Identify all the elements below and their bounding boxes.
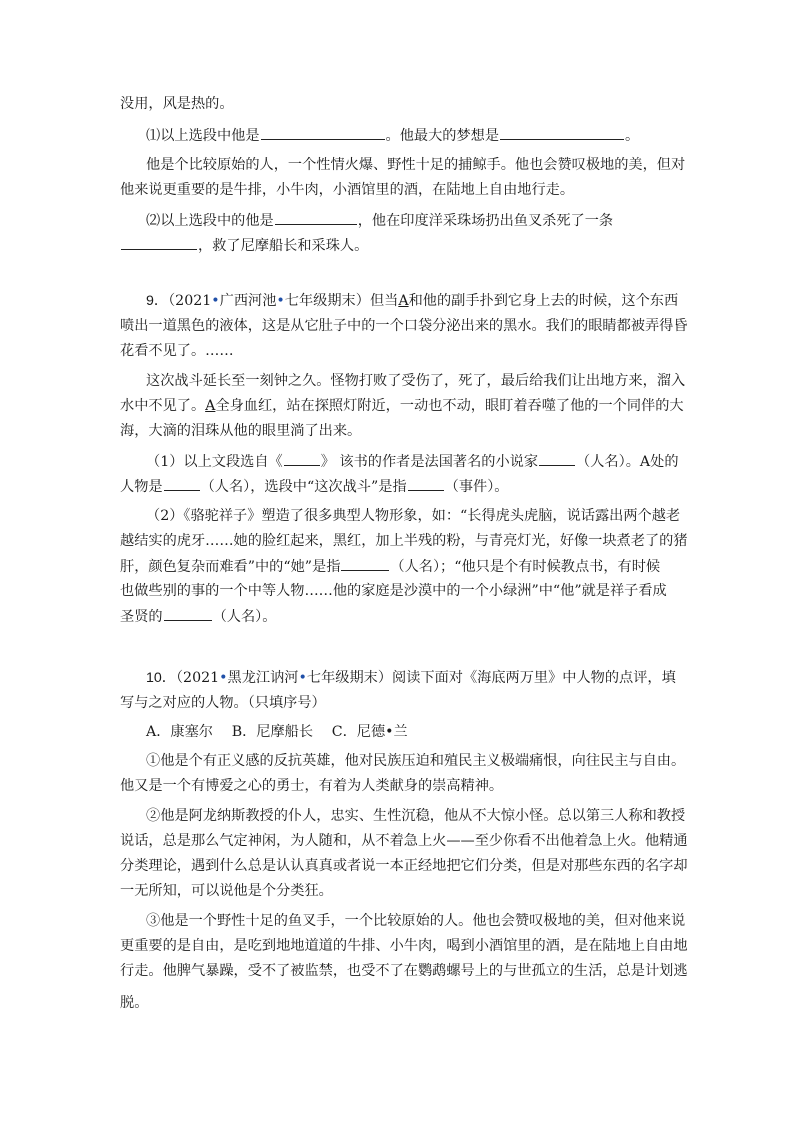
- q8-sub2-text-b: ，他在印度洋采珠场扔出鱼叉杀死了一条: [357, 213, 614, 229]
- q8-sub1-text-c: 。: [625, 128, 640, 144]
- answer-blank[interactable]: [121, 235, 197, 250]
- q9-stem-line-3: 花看不见了。……: [120, 343, 234, 359]
- q10-comment-3-line-4: 脱。: [120, 995, 149, 1011]
- q9-subquestion-2-line-3: [120, 556, 660, 577]
- q8-subquestion-2-cont: [120, 235, 368, 256]
- q9-source-region: 广西河池: [219, 293, 277, 309]
- q8-sub1-text-a: ⑴以上选段中他是: [146, 128, 260, 144]
- q9-source-year: （2021: [168, 293, 212, 309]
- q8-subquestion-1: [146, 125, 639, 146]
- q9-s1-text: （人名）。A处的: [576, 454, 679, 470]
- answer-blank[interactable]: [341, 556, 389, 571]
- q8-sub1-text-b: 。他最大的梦想是: [385, 128, 500, 144]
- q10-comment-1-line-2: 他又是一个有博爱之心的勇士，有着为人类献身的崇高精神。: [120, 778, 504, 794]
- q9-text: 和他的副手扑到它身上去的时候，这个东西: [408, 293, 679, 309]
- q10-comment-2-line-1: ②他是阿龙纳斯教授的仆人，忠实、生性沉稳，他从不大惊小怪。总以第三人称和教授: [146, 808, 686, 824]
- q9-subquestion-1: [146, 451, 679, 472]
- q9-s1-text: （人名），选段中“这次战斗”是指: [200, 479, 407, 495]
- q10-source-year: （2021: [175, 670, 220, 686]
- q9-stem-line-1: [146, 291, 678, 311]
- q9-source-separator: •: [211, 293, 220, 309]
- q10-options: A．康塞尔 B．尼摩船长 C．尼德•兰: [146, 724, 408, 740]
- q10-stem-line-1: [146, 668, 676, 688]
- q9-subquestion-2-line-5: [120, 606, 276, 627]
- q10-comment-3-line-1: ③他是一个野性十足的鱼叉手，一个比较原始的人。他也会赞叹极地的美，但对他来说: [146, 913, 686, 929]
- answer-blank[interactable]: [261, 125, 385, 140]
- q10-number: 10．: [146, 670, 176, 686]
- q9-s2-text: 肝，颜色复杂而难看”中的“她”是指: [120, 559, 341, 575]
- answer-blank[interactable]: [500, 125, 624, 140]
- q10-comment-3-line-2: 更重要的是自由，是吃到地地道道的牛排、小牛肉，喝到小酒馆里的酒，是在陆地上自由地: [120, 938, 688, 954]
- q9-subquestion-2-line-1: （2）《骆驼祥子》塑造了很多典型人物形象，如：“长得虎头虎脑，说话露出两个越老: [146, 508, 681, 524]
- q8-continuation: 没用，风是热的。: [120, 96, 234, 112]
- answer-blank[interactable]: [164, 606, 212, 621]
- q9-source-separator-2: •: [276, 293, 285, 309]
- q10-comment-2-line-2: 说话，总是那么气定神闲，为人随和，从不着急上火——至少你看不出他着急上火。他精通: [120, 833, 688, 849]
- q9-s2-text: （人名）；“他只是个有时候教点书，有时候: [390, 559, 661, 575]
- answer-blank[interactable]: [164, 476, 200, 491]
- q10-text: 阅读下面对《海底两万里》中人物的点评，填: [392, 670, 676, 686]
- q9-marker-a: A: [398, 293, 409, 309]
- q9-source-grade: 七年级期末）: [284, 293, 370, 309]
- q9-subquestion-2-line-4: 也做些别的事的一个中等人物……他的家庭是沙漠中的一个小绿洲”中“他”就是祥子看成: [120, 583, 667, 599]
- q9-text: 但当: [369, 293, 399, 309]
- q9-subquestion-1-cont: [120, 476, 508, 497]
- q9-s1-text: （事件）。: [444, 479, 509, 495]
- q9-number: 9．: [146, 293, 169, 309]
- q9-marker-a: A: [205, 398, 216, 414]
- q9-s1-text: 人物是: [120, 479, 163, 495]
- answer-blank[interactable]: [275, 210, 357, 225]
- q10-stem-line-2: 写与之对应的人物。（只填序号）: [120, 695, 326, 711]
- q10-source-region: 黑龙江讷河: [227, 670, 299, 686]
- q10-comment-1-line-1: ①他是个有正义感的反抗英雄，他对民族压迫和殖民主义极端痛恨，向往民主与自由。: [146, 753, 686, 769]
- answer-blank[interactable]: [284, 451, 320, 466]
- q10-source-separator-2: •: [298, 670, 307, 686]
- q8-subquestion-2: [146, 210, 613, 231]
- q10-comment-2-line-3: 分类理论，遇到什么总是认认真真或者说一本正经地把它们分类，但是对那些东西的名字却: [120, 858, 688, 874]
- q9-stem-line-2: 喷出一道黑色的液体，这是从它肚子中的一个口袋分泌出来的黑水。我们的眼睛都被弄得昏: [120, 318, 688, 334]
- answer-blank[interactable]: [539, 451, 575, 466]
- q9-text: 全身血红，站在探照灯附近，一动也不动，眼盯着吞噬了他的一个同伴的大: [215, 398, 684, 414]
- q10-source-grade: 七年级期末）: [306, 670, 393, 686]
- q9-stem-line-5: [120, 396, 684, 416]
- answer-blank[interactable]: [408, 476, 444, 491]
- q9-stem-line-6: 海，大滴的泪珠从他的眼里淌了出来。: [120, 423, 362, 439]
- q8-sub2-text-a: ⑵以上选段中的他是: [146, 213, 274, 229]
- q9-text: 水中不见了。: [120, 398, 206, 414]
- q8-answer-line-2: 他来说更重要的是牛排，小牛肉，小酒馆里的酒，在陆地上自由地行走。: [120, 182, 575, 198]
- q9-subquestion-2-line-2: 越结实的虎牙……她的脸红起来，黑红，加上半残的粉，与青亮灯光，好像一块煮老了的猪: [120, 533, 688, 549]
- q8-sub2-text-c: ，救了尼摩船长和采珠人。: [198, 238, 369, 254]
- q9-s1-text: （1）以上文段选自《: [146, 454, 283, 470]
- q10-comment-2-line-4: 一无所知，可以说他是个分类狂。: [120, 883, 333, 899]
- q9-s1-text: 》 该书的作者是法国著名的小说家: [320, 454, 539, 470]
- q10-comment-3-line-3: 行走。他脾气暴躁，受不了被监禁，也受不了在鹦鹉螺号上的与世孤立的生活，总是计划逃: [120, 963, 688, 979]
- q9-s2-text: 圣贤的: [120, 609, 163, 625]
- q10-source-separator: •: [219, 670, 228, 686]
- q8-answer-line-1: 他是个比较原始的人，一个性情火爆、野性十足的捕鲸手。他也会赞叹极地的美，但对: [146, 157, 686, 173]
- q9-stem-line-4: 这次战斗延长至一刻钟之久。怪物打败了受伤了，死了，最后给我们让出地方来，溜入: [146, 373, 686, 389]
- q9-s2-text: （人名）。: [212, 609, 277, 625]
